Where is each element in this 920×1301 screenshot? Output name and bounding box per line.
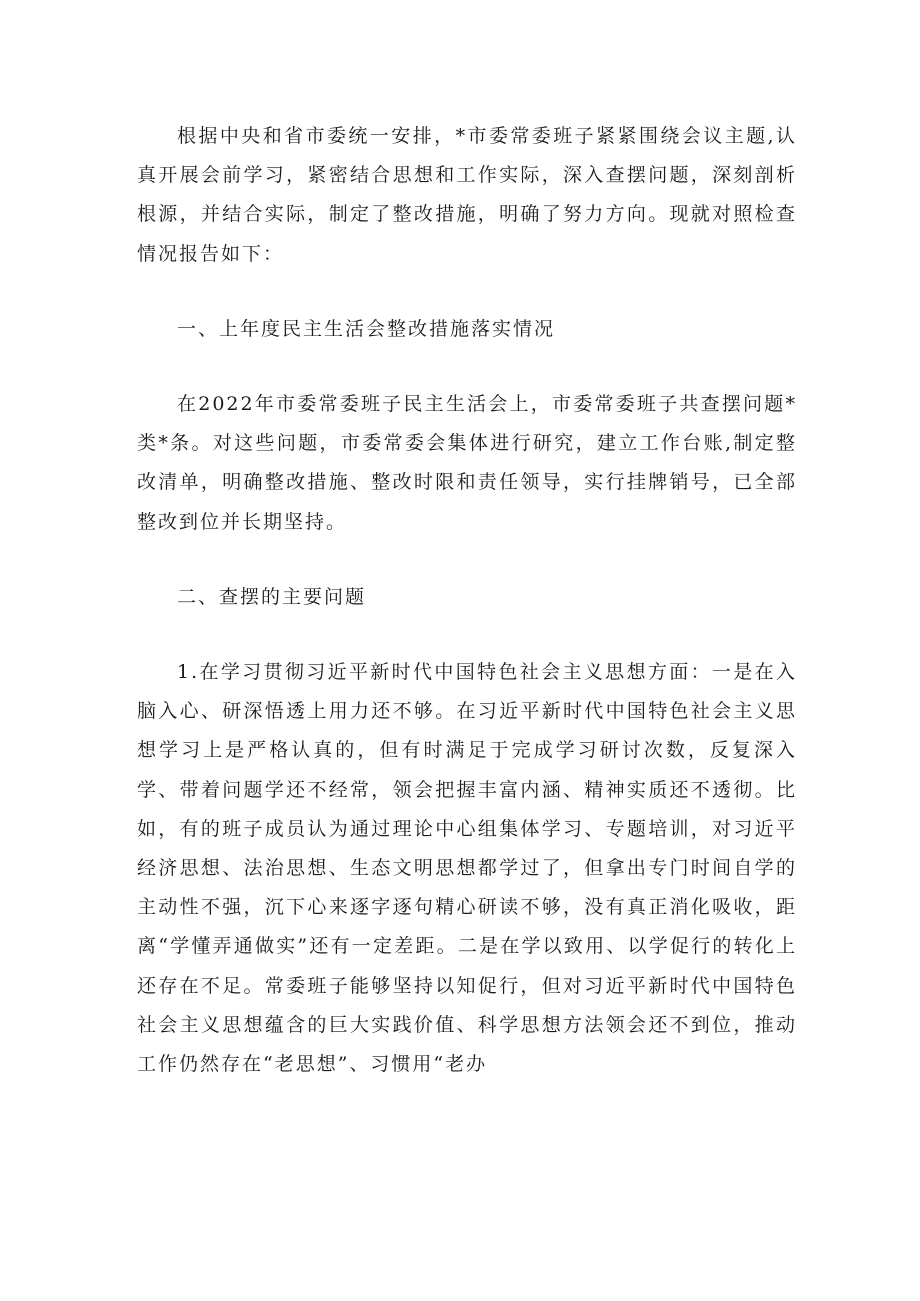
intro-paragraph: 根据中央和省市委统一安排，*市委常委班子紧紧围绕会议主题,认真开展会前学习，紧密结合思想和工作实际，深入查摆问题，深刻剖析根源，并结合实际，制定了整改措施，明确了努力方向。现就对照检查情况报告如下： (137, 125, 797, 265)
section-heading-1: 一、上年度民主生活会整改措施落实情况 (177, 317, 556, 340)
section-heading-2: 二、查摆的主要问题 (177, 585, 367, 608)
section-2-paragraph: 1.在学习贯彻习近平新时代中国特色社会主义思想方面：一是在入脑入心、研深悟透上用力还不够。在习近平新时代中国特色社会主义思想学习上是严格认真的，但有时满足于完成学习研讨次数，反复深入学、带着问题学还不经常，领会把握丰富内涵、精神实质还不透彻。比如，有的班子成员认为通过理论中心组集体学习、专题培训，对习近平经济思想、法治思想、生态文明思想都学过了，但拿出专门时间自学的主动性不强，沉下心来逐字逐句精心研读不够，没有真正消化吸收，距离“学懂弄通做实”还有一定差距。二是在学以致用、以学促行的转化上还存在不足。常委班子能够坚持以知促行，但对习近平新时代中国特色社会主义思想蕴含的巨大实践价值、科学思想方法领会还不到位，推动工作仍然存在“老思想”、习惯用“老办 (137, 661, 797, 1076)
section-1-paragraph: 在2022年市委常委班子民主生活会上，市委常委班子共查摆问题*类*条。对这些问题，市委常委会集体进行研究，建立工作台账,制定整改清单，明确整改措施、整改时限和责任领导，实行挂牌销号，已全部整改到位并长期坚持。 (137, 393, 797, 533)
document-body (137, 117, 797, 1084)
